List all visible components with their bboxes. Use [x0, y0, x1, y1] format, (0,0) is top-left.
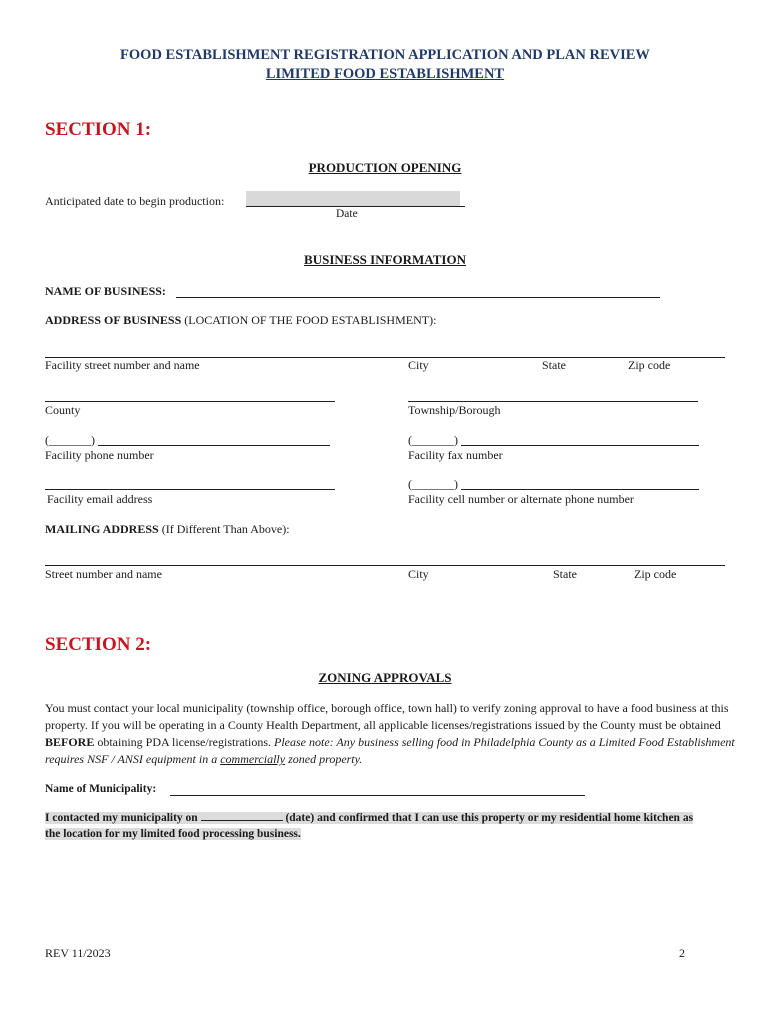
facility-street-caption: Facility street number and name [45, 358, 200, 372]
phone-caption: Facility phone number [45, 448, 154, 462]
cell-input[interactable] [461, 489, 699, 490]
fax-area-code: (_______) [408, 433, 458, 447]
fax-input[interactable] [461, 445, 699, 446]
phone-input[interactable] [98, 445, 330, 446]
page-number: 2 [679, 946, 685, 960]
mailing-address-label [45, 522, 290, 537]
mailing-city-caption: City [408, 567, 429, 581]
business-address-label [45, 313, 436, 328]
anticipated-date-input[interactable] [246, 191, 460, 206]
facility-city-caption: City [408, 358, 429, 372]
facility-zip-caption: Zip code [628, 358, 671, 372]
mailing-zip-caption: Zip code [634, 567, 677, 581]
cell-area-code: (_______) [408, 477, 458, 491]
confirmation-part1: I contacted my municipality on [45, 812, 201, 824]
philadelphia-note-end: zoned property. [285, 752, 363, 766]
anticipated-date-underline [246, 206, 465, 207]
zoning-approvals-heading: ZONING APPROVALS [318, 670, 452, 685]
municipality-confirmation [45, 810, 695, 842]
phone-area-code: (_______) [45, 433, 95, 447]
zoning-instructions [45, 700, 735, 768]
business-name-label: NAME OF BUSINESS: [45, 284, 166, 298]
form-subtitle: LIMITED FOOD ESTABLISHMENT [265, 66, 505, 82]
mailing-address-label-rest: (If Different Than Above): [158, 522, 290, 536]
municipality-label: Name of Municipality: [45, 783, 157, 795]
mailing-address-input[interactable] [45, 565, 725, 566]
township-caption: Township/Borough [408, 403, 501, 417]
zoning-instructions-part2: obtaining PDA license/registrations. [94, 735, 274, 749]
section-1-heading: SECTION 1: [45, 119, 152, 140]
business-name-input[interactable] [176, 297, 660, 298]
county-caption: County [45, 403, 81, 417]
contact-date-input[interactable] [201, 810, 283, 821]
business-address-label-bold: ADDRESS OF BUSINESS [45, 313, 182, 327]
anticipated-date-label: Anticipated date to begin production: [45, 194, 225, 208]
commercially-emphasis: commercially [220, 752, 286, 766]
philadelphia-note: Please note: Any business selling food in Philadelphia County as a Limited Food Establishment requires NSF / ANSI equipment in a [45, 735, 735, 766]
confirmation-part2: (date) and confirmed that I can use this property or my residential home kitchen as the location for my limited food processing business. [45, 812, 694, 840]
fax-caption: Facility fax number [408, 448, 503, 462]
mailing-street-caption: Street number and name [45, 567, 162, 581]
revision-label: REV 11/2023 [45, 946, 111, 960]
facility-state-caption: State [542, 358, 566, 372]
production-opening-heading: PRODUCTION OPENING [308, 160, 462, 175]
cell-caption: Facility cell number or alternate phone number [408, 492, 634, 506]
email-input[interactable] [45, 489, 335, 490]
mailing-state-caption: State [553, 567, 577, 581]
section-2-heading: SECTION 2: [45, 634, 152, 655]
county-input[interactable] [45, 401, 335, 402]
business-address-label-rest: (LOCATION OF THE FOOD ESTABLISHMENT): [181, 313, 437, 327]
date-caption: Date [336, 208, 358, 220]
zoning-instructions-part1: You must contact your local municipality (township office, borough office, town hall) to verify zoning approval to have a food business at this property. If you will be operating in a County Health Department, all applicable licenses/registrations issued by the County must be obtained [45, 701, 729, 732]
business-information-heading: BUSINESS INFORMATION [304, 252, 466, 267]
township-input[interactable] [408, 401, 698, 402]
mailing-address-label-bold: MAILING ADDRESS [45, 522, 159, 536]
email-caption: Facility email address [47, 492, 153, 506]
municipality-input[interactable] [170, 795, 585, 796]
zoning-before-emphasis: BEFORE [45, 735, 95, 749]
form-title: FOOD ESTABLISHMENT REGISTRATION APPLICATION AND PLAN REVIEW [120, 47, 650, 63]
